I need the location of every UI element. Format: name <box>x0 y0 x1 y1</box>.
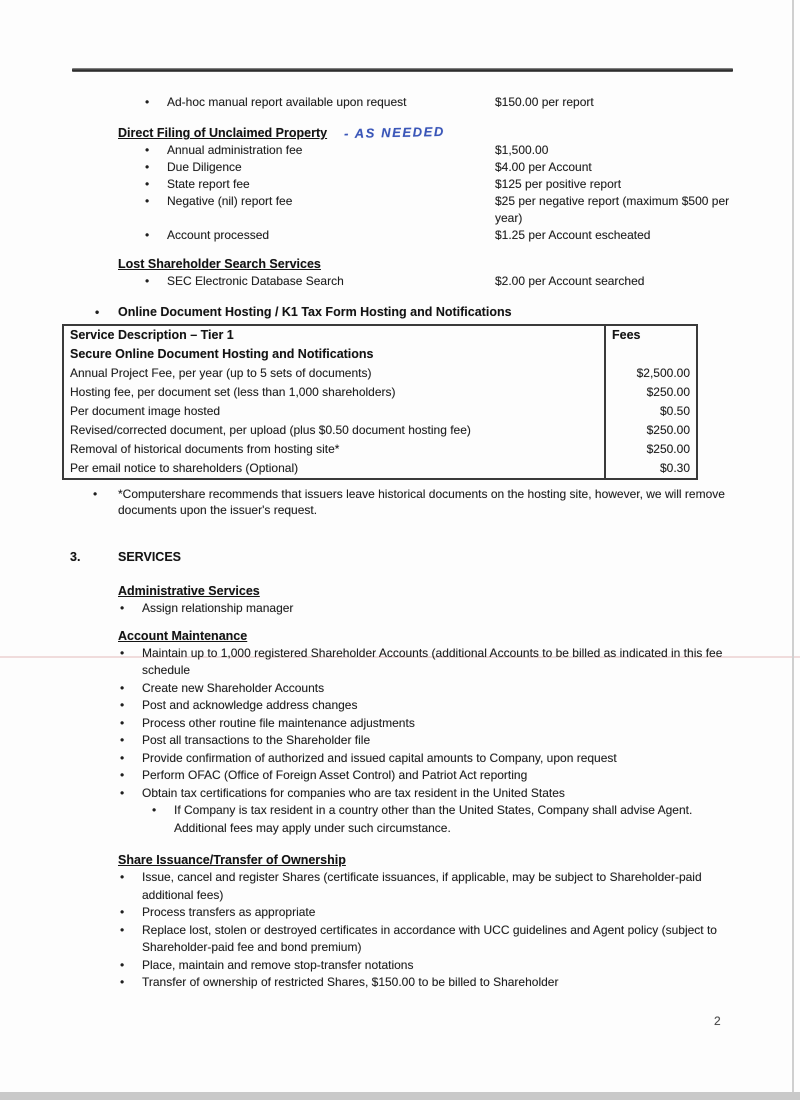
list-item-text: Place, maintain and remove stop-transfer notations <box>142 957 414 972</box>
bullet-icon: • <box>145 274 150 288</box>
table-cell-fee: $250.00 <box>604 421 696 440</box>
table-row <box>64 364 696 383</box>
table-cell-label: Hosting fee, per document set (less than 1,000 shareholders) <box>70 385 396 399</box>
bullet-icon: • <box>120 645 125 660</box>
list-item-text: Process other routine file maintenance adjustments <box>142 715 415 730</box>
bullet-icon: • <box>120 975 125 989</box>
list-item <box>120 680 800 698</box>
list-item <box>120 974 800 992</box>
bullet-icon: • <box>120 870 125 884</box>
table-cell-label: Annual Project Fee, per year (up to 5 sets of documents) <box>70 366 372 380</box>
fee-item-label: State report fee <box>167 177 250 191</box>
bullet-icon: • <box>145 194 150 208</box>
bullet-icon: • <box>120 680 125 695</box>
list-item <box>120 750 800 768</box>
table-cell-fee: $0.30 <box>604 459 696 478</box>
fee-item-amount: $4.00 per Account <box>495 160 592 174</box>
list-item-text: Create new Shareholder Accounts <box>142 680 325 695</box>
group-heading-account-maintenance: Account Maintenance <box>118 628 248 643</box>
table-cell-fee: $250.00 <box>604 440 696 459</box>
fee-item-row <box>145 142 800 159</box>
group-heading-administrative-services: Administrative Services <box>118 584 260 598</box>
scan-bottom-band <box>0 1092 800 1100</box>
fee-item-amount: $1,500.00 <box>495 143 549 157</box>
section-title: SERVICES <box>118 550 181 564</box>
list-item <box>120 600 800 618</box>
group-heading-row <box>118 628 800 645</box>
list-item <box>120 767 800 785</box>
table-footnote-text: *Computershare recommends that issuers leave historical documents on the hosting site, however, we will remove documents upon the issuer's request. <box>118 487 725 517</box>
table-row <box>64 421 696 440</box>
list-item-text: Assign relationship manager <box>142 601 294 615</box>
table-cell-fee: $250.00 <box>604 383 696 402</box>
page-number: 2 <box>714 1014 721 1028</box>
list-item-text: Post all transactions to the Shareholder file <box>142 733 371 747</box>
list-item-text: Replace lost, stolen or destroyed certificates in accordance with UCC guidelines and Agent policy (subject to Shareholder-paid fee and bond premium) <box>142 922 717 954</box>
list-item <box>120 957 800 975</box>
bullet-icon: • <box>145 143 150 157</box>
table-header-row <box>64 326 696 345</box>
list-subitem-text: If Company is tax resident in a country other than the United States, Company shall advise Agent. Additional fees may apply under such circumstance. <box>174 803 693 835</box>
list-item-text: Maintain up to 1,000 registered Shareholder Accounts (additional Accounts to be billed as indicated in this fee schedule <box>142 645 723 677</box>
list-item <box>120 904 800 922</box>
table-cell-label: Per document image hosted <box>70 404 221 418</box>
table-footnote-row <box>93 486 800 518</box>
hosting-title: Online Document Hosting / K1 Tax Form Hosting and Notifications <box>118 305 512 319</box>
section-heading-direct-filing: Direct Filing of Unclaimed Property <box>118 126 328 140</box>
fee-item-amount: $1.25 per Account escheated <box>495 228 651 242</box>
fee-item-row <box>145 94 800 111</box>
table-subheader: Secure Online Document Hosting and Notifications <box>70 347 374 361</box>
section-number: 3. <box>70 550 81 564</box>
table-header-service-description: Service Description – Tier 1 <box>70 328 234 342</box>
handwritten-annotation: - AS NEEDED <box>344 123 446 142</box>
fee-item-row <box>145 159 800 176</box>
fee-item-row <box>145 227 800 244</box>
list-item <box>120 645 800 680</box>
list-item <box>120 732 800 750</box>
bullet-icon: • <box>145 95 150 109</box>
table-cell-label: Removal of historical documents from hosting site* <box>70 442 340 456</box>
fee-item-amount: $150.00 per report <box>495 95 594 109</box>
bullet-icon: • <box>120 698 125 712</box>
bullet-icon: • <box>120 715 125 730</box>
table-cell-label: Revised/corrected document, per upload (plus $0.50 document hosting fee) <box>70 423 471 437</box>
bullet-icon: • <box>120 733 125 747</box>
bullet-icon: • <box>120 750 125 765</box>
list-item-text: Post and acknowledge address changes <box>142 698 358 712</box>
list-item-text: Transfer of ownership of restricted Shares, $150.00 to be billed to Shareholder <box>142 975 559 989</box>
list-item-text: Perform OFAC (Office of Foreign Asset Control) and Patriot Act reporting <box>142 768 528 782</box>
table-cell-label: Per email notice to shareholders (Optional) <box>70 461 299 475</box>
group-heading-row <box>118 852 800 869</box>
group-heading-share-issuance: Share Issuance/Transfer of Ownership <box>118 853 346 867</box>
table-row <box>64 440 696 459</box>
list-item-text: Process transfers as appropriate <box>142 905 316 919</box>
fee-item-amount: $125 per positive report <box>495 177 622 191</box>
table-row <box>64 383 696 402</box>
fee-item-label: SEC Electronic Database Search <box>167 274 344 288</box>
table-cell-fee: $2,500.00 <box>604 364 696 383</box>
hosting-title-row <box>95 304 800 321</box>
bullet-icon: • <box>120 922 125 937</box>
fee-item-label: Negative (nil) report fee <box>167 194 293 208</box>
bullet-icon: • <box>120 601 125 615</box>
table-subheader-row <box>64 345 696 364</box>
section-heading-lost-shareholder: Lost Shareholder Search Services <box>118 257 321 271</box>
fee-item-label: Due Diligence <box>167 160 242 174</box>
bullet-icon: • <box>120 905 125 919</box>
fee-item-label: Ad-hoc manual report available upon request <box>167 95 407 109</box>
bullet-icon: • <box>145 177 150 191</box>
section-heading-row <box>118 124 800 142</box>
group-heading-row <box>118 583 800 600</box>
fee-item-row <box>145 176 800 193</box>
bullet-icon: • <box>145 228 150 242</box>
bullet-icon: • <box>120 957 125 972</box>
scan-right-edge <box>792 0 794 1100</box>
table-row <box>64 459 696 478</box>
fee-item-row <box>145 193 800 227</box>
fee-item-label: Annual administration fee <box>167 143 303 157</box>
bullet-icon: • <box>93 487 98 501</box>
bullet-icon: • <box>120 768 125 782</box>
bullet-icon: • <box>95 305 100 319</box>
bullet-icon: • <box>152 803 157 817</box>
hosting-fee-table <box>62 324 698 480</box>
section-heading-row <box>118 256 800 273</box>
list-item <box>120 715 800 733</box>
list-item-text: Issue, cancel and register Shares (certificate issuances, if applicable, may be subject to Shareholder-paid additional fees) <box>142 870 702 902</box>
list-item <box>120 697 800 715</box>
fee-item-row <box>145 273 800 290</box>
bullet-icon: • <box>120 785 125 800</box>
list-item-text: Provide confirmation of authorized and issued capital amounts to Company, upon request <box>142 750 617 765</box>
list-item <box>120 785 800 803</box>
list-subitem <box>152 802 800 837</box>
list-item-text: Obtain tax certifications for companies who are tax resident in the United States <box>142 785 565 800</box>
table-row <box>64 402 696 421</box>
fee-item-label: Account processed <box>167 228 270 242</box>
bullet-icon: • <box>145 160 150 174</box>
services-section-heading <box>70 550 800 564</box>
list-item <box>120 869 800 904</box>
fee-item-amount: $2.00 per Account searched <box>495 274 645 288</box>
list-item <box>120 922 800 957</box>
table-cell-fee: $0.50 <box>604 402 696 421</box>
document-content <box>0 72 800 992</box>
fee-item-amount: $25 per negative report (maximum $500 per year) <box>495 194 730 225</box>
table-cell-fee <box>604 345 696 364</box>
table-header-fees: Fees <box>604 326 696 345</box>
